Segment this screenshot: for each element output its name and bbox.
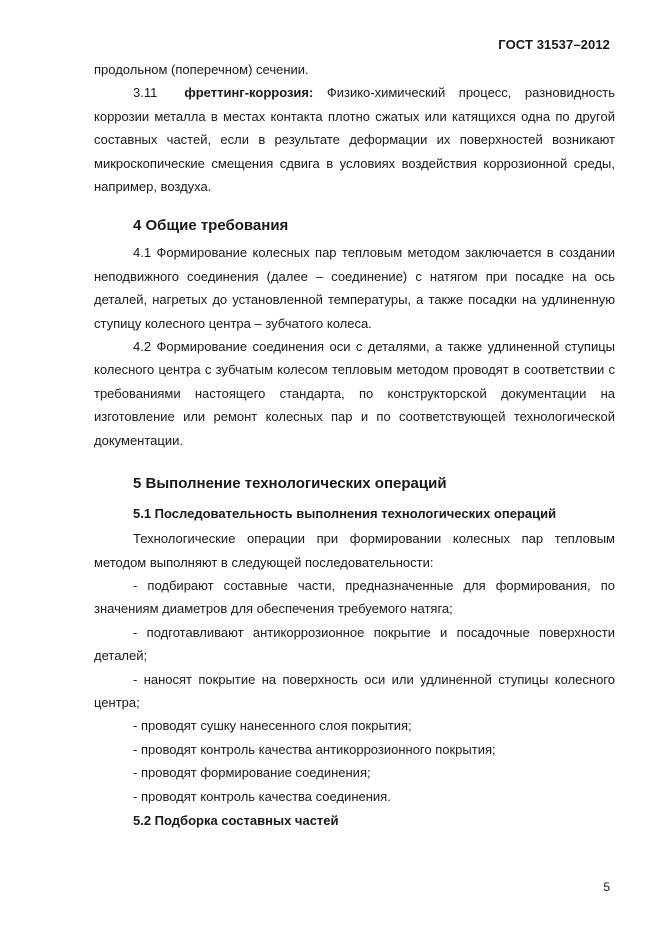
section-5-heading: 5 Выполнение технологических операций [133,475,447,493]
paragraph-5-1-intro: Технологические операции при формировании колесных пар тепловым методом выполняют в следующей последовательности: [94,531,615,570]
list-item: - подготавливают антикоррозионное покрытие и посадочные поверхности деталей; [94,624,615,664]
paragraph-4-2: 4.2 Формирование соединения оси с деталями, а также удлиненной ступицы колесного центра с зубчатым колесом тепловым методом проводят в соответствии с требованиями настоящего стандарта, по конструкторской документации на изготовление или ремонт колесных пар и по соответствующей технологической документации. [94,339,615,448]
definition-number: 3.11 [133,85,158,101]
paragraph-4-1: 4.1 Формирование колесных пар тепловым методом заключается в создании неподвижного соединения (далее – соединение) с натягом при посадке на ось деталей, нагретых до установленной температуры, а также посадки на удлиненную ступицу колесного центра – зубчатого колеса. [94,245,615,331]
list-item: - наносят покрытие на поверхность оси или удлиненной ступицы колесного центра; [94,671,615,710]
list-item: - проводят сушку нанесенного слоя покрытия; [133,718,412,734]
list-item: - проводят контроль качества соединения. [133,788,391,804]
subsection-5-2-heading: 5.2 Подборка составных частей [133,812,339,828]
document-body [94,58,615,834]
paragraph-continuation: продольном (поперечном) сечении. [94,62,309,77]
document-header-id: ГОСТ 31537–2012 [498,37,610,52]
list-item: - подбирают составные части, предназначенные для формирования, по значениям диаметров для обеспечения требуемого натяга; [94,577,615,617]
page-number: 5 [603,880,610,894]
section-4-heading: 4 Общие требования [133,217,289,235]
subsection-5-1-heading: 5.1 Последовательность выполнения технологических операций [133,506,557,522]
definition-3-11 [94,81,615,198]
list-item: - проводят контроль качества антикоррозионного покрытия; [133,741,496,757]
definition-text: Физико-химический процесс, разновидность коррозии металла в местах контакта плотно сжатых или катящихся одна по другой составных частей, если в результате деформации их поверхностей возникают микроскопические смещения сдвига в условиях воздействия коррозионной среды, например, воздуха. [94,85,615,195]
definition-term: фреттинг-коррозия: [184,85,314,101]
list-item: - проводят формирование соединения; [133,765,371,781]
